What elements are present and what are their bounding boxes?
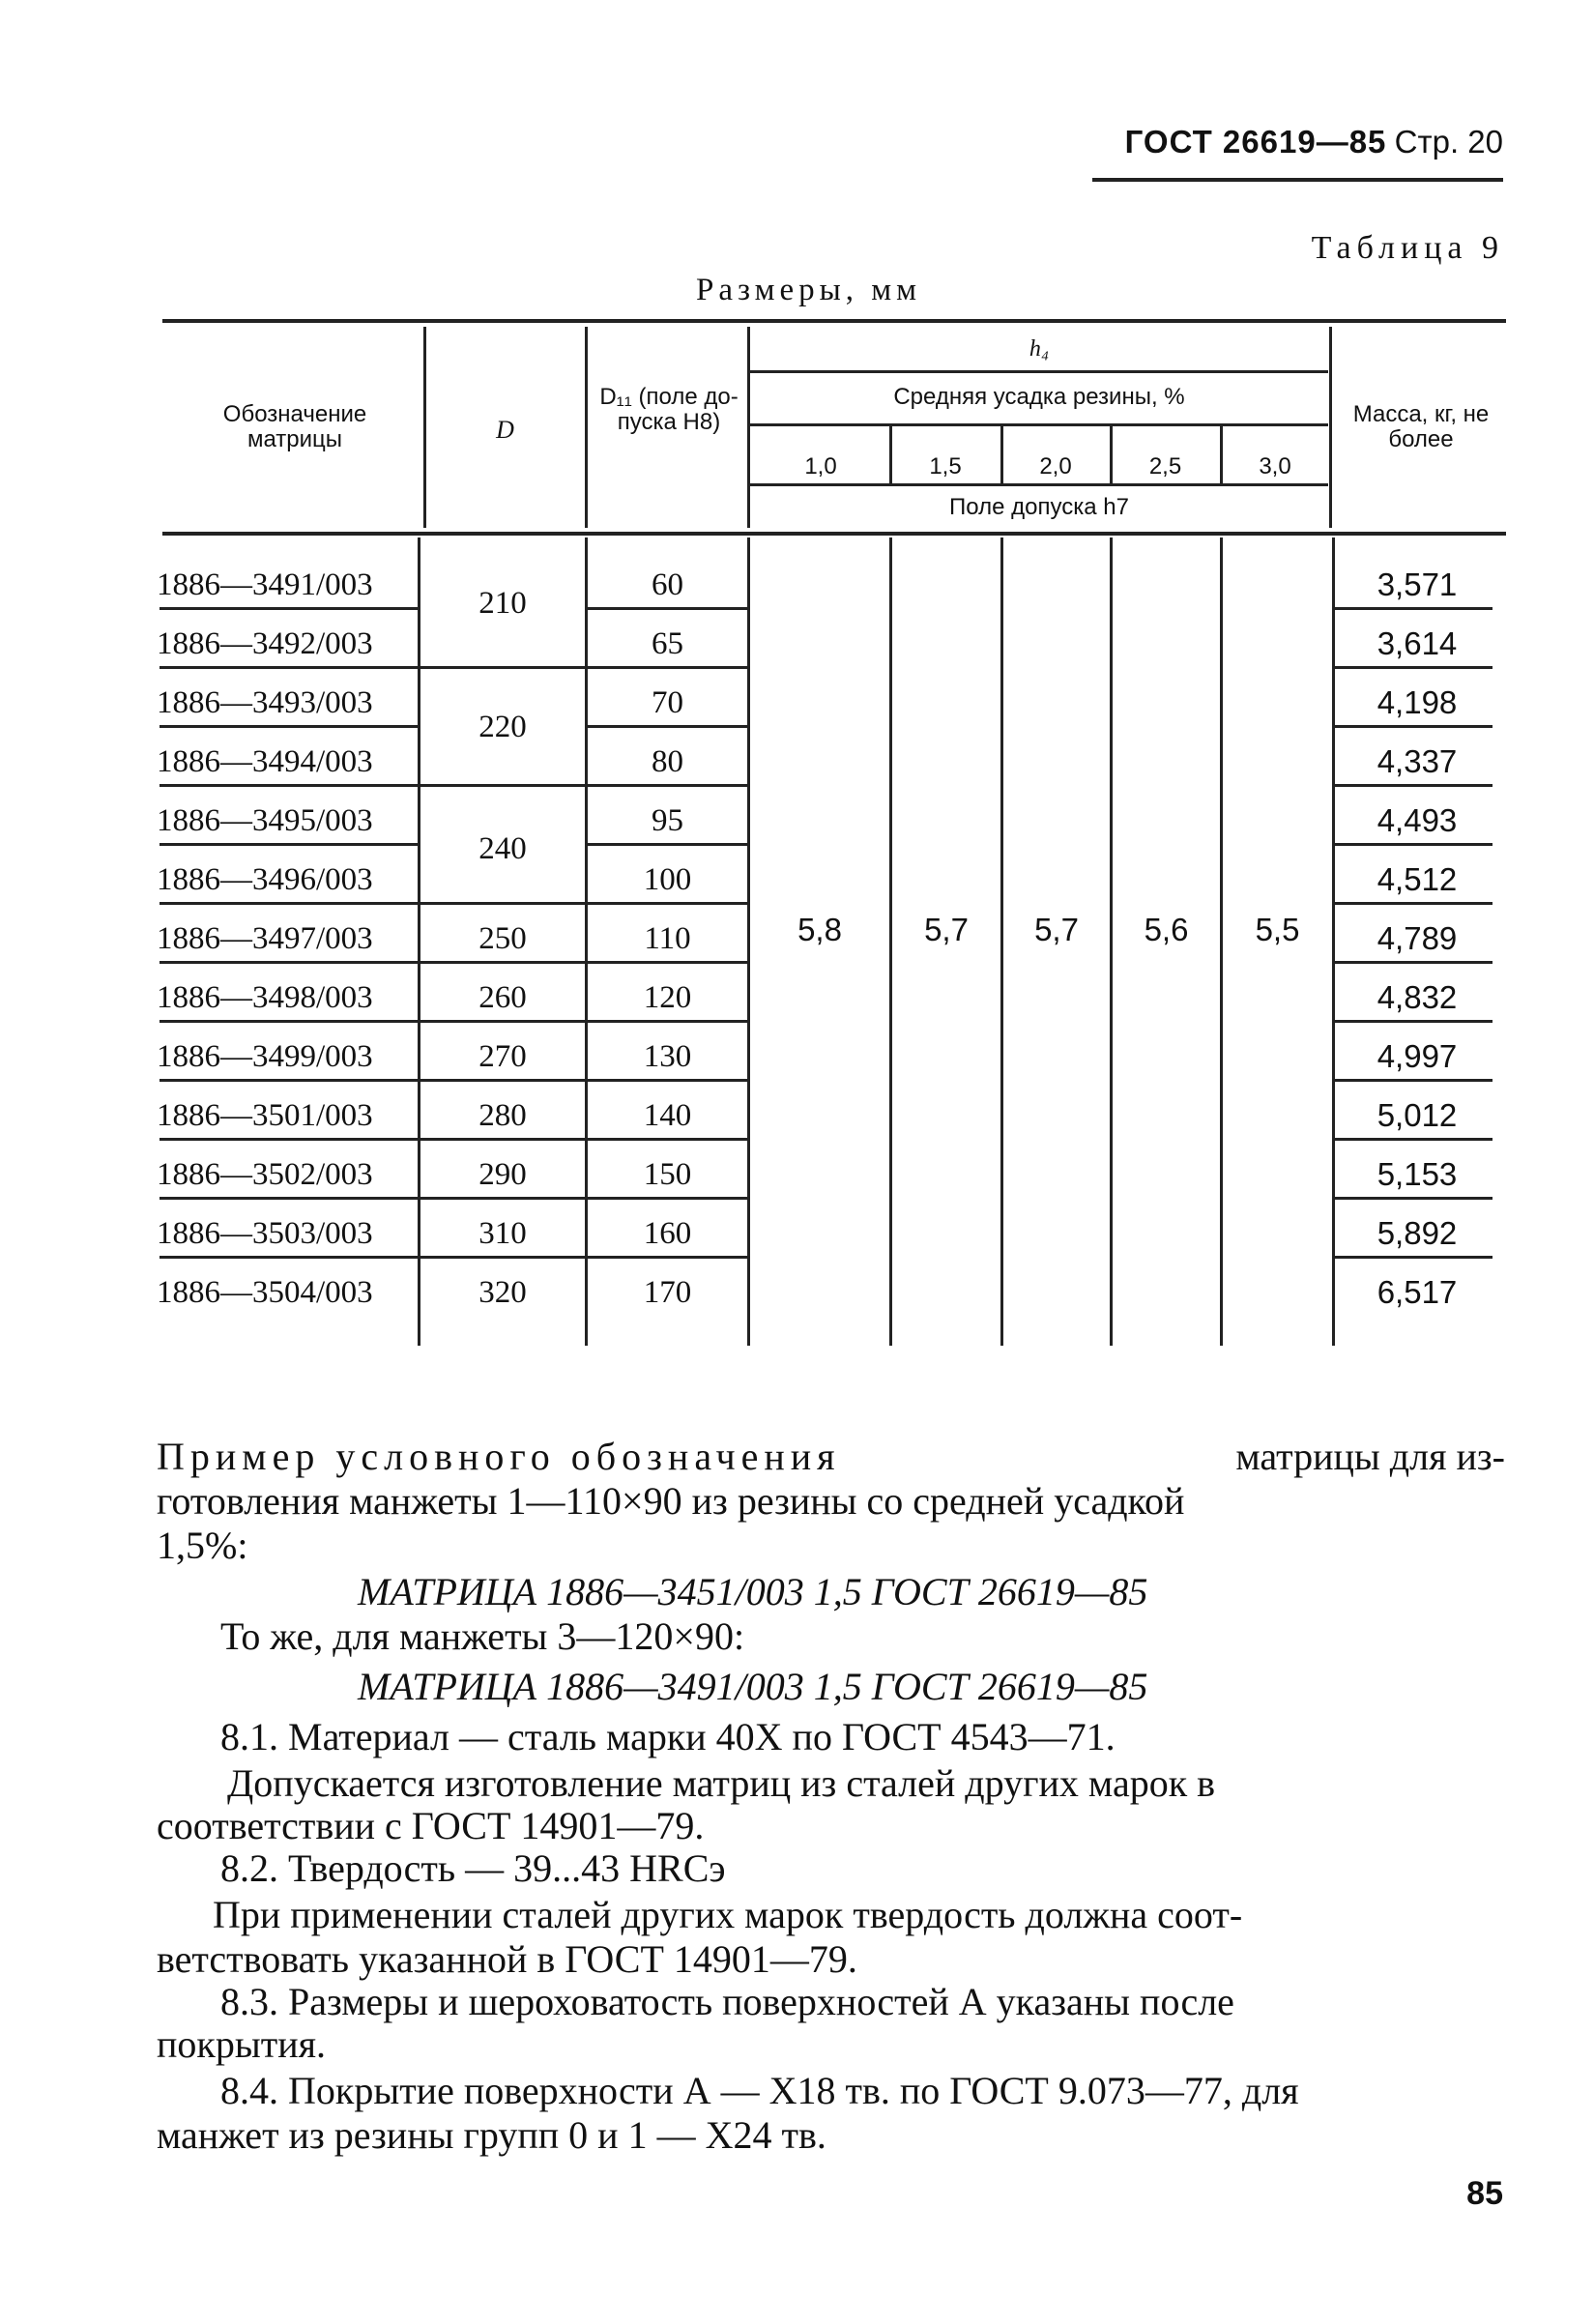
row-designation: 1886—3492/003 — [157, 626, 373, 661]
para-8-2-note-line-1: При применении сталей других марок твердость должна соот- — [213, 1893, 1243, 1936]
para-8-2-note-line-2: ветствовать указанной в ГОСТ 14901—79. — [157, 1937, 857, 1981]
cell-h4-2-0: 5,7 — [1034, 912, 1079, 947]
cell-mass: 4,337 — [1377, 743, 1458, 779]
cell-D: 260 — [478, 980, 527, 1015]
cell-h4-1-0: 5,8 — [797, 912, 842, 947]
example-code-2: МАТРИЦА 1886—3491/003 1,5 ГОСТ 26619—85 — [358, 1665, 1148, 1708]
row-designation: 1886—3499/003 — [157, 1039, 373, 1074]
cell-mass: 4,512 — [1377, 861, 1458, 897]
cell-D: 320 — [478, 1275, 527, 1310]
cell-D11: 65 — [652, 626, 683, 661]
cell-mass: 5,892 — [1377, 1215, 1458, 1251]
cell-D: 210 — [478, 586, 527, 621]
para-8-3-line-2: покрытия. — [157, 2022, 326, 2066]
header-designation: Обозначение матрицы — [222, 401, 367, 452]
example-line-3: 1,5%: — [157, 1524, 248, 1567]
example-lead: Пример условного обозначения — [157, 1435, 841, 1478]
cell-D11: 95 — [652, 803, 683, 838]
header-rule — [1092, 178, 1503, 182]
cell-D: 310 — [478, 1216, 527, 1251]
shrink-1-0: 1,0 — [804, 453, 837, 479]
cell-D: 240 — [478, 831, 527, 866]
cell-D11: 140 — [643, 1098, 692, 1133]
row-designation: 1886—3498/003 — [157, 980, 373, 1015]
row-designation: 1886—3491/003 — [157, 567, 373, 602]
cell-D: 280 — [478, 1098, 527, 1133]
cell-D11: 170 — [643, 1275, 692, 1310]
cell-mass: 5,153 — [1377, 1156, 1458, 1192]
cell-mass: 4,832 — [1377, 979, 1458, 1015]
example-line-2: готовления манжеты 1—110×90 из резины со средней усадкой — [157, 1479, 1185, 1523]
row-designation: 1886—3503/003 — [157, 1216, 373, 1251]
cell-mass: 4,997 — [1377, 1038, 1458, 1074]
cell-D: 220 — [478, 710, 527, 744]
example-line-1 — [157, 1435, 1505, 1479]
page-number: 85 — [1466, 2175, 1503, 2212]
shrink-2-5: 2,5 — [1148, 453, 1182, 479]
same-for: То же, для манжеты 3—120×90: — [220, 1614, 745, 1658]
cell-D11: 100 — [643, 862, 692, 897]
row-designation: 1886—3501/003 — [157, 1098, 373, 1133]
cell-h4-1-5: 5,7 — [924, 912, 969, 947]
cell-mass: 6,517 — [1377, 1274, 1458, 1310]
dimensions-caption: Размеры, мм — [696, 273, 922, 307]
cell-D11: 60 — [652, 567, 683, 602]
header-mass: Масса, кг, не более — [1352, 401, 1490, 452]
para-8-1-note-line-1: Допускается изготовление матриц из сталей других марок в — [227, 1761, 1216, 1805]
row-designation: 1886—3493/003 — [157, 685, 373, 720]
cell-D: 270 — [478, 1039, 527, 1074]
cell-mass: 4,789 — [1377, 920, 1458, 956]
para-8-1-note-line-2: соответствии с ГОСТ 14901—79. — [157, 1804, 705, 1847]
cell-D11: 150 — [643, 1157, 692, 1192]
cell-h4-3-0: 5,5 — [1255, 912, 1300, 947]
example-code-1: МАТРИЦА 1886—3451/003 1,5 ГОСТ 26619—85 — [358, 1570, 1148, 1613]
header-shrink: Средняя усадка резины, % — [893, 384, 1185, 410]
row-designation: 1886—3494/003 — [157, 744, 373, 779]
cell-mass: 4,493 — [1377, 802, 1458, 838]
cell-mass: 3,571 — [1377, 566, 1458, 602]
row-designation: 1886—3504/003 — [157, 1275, 373, 1310]
cell-mass: 5,012 — [1377, 1097, 1458, 1133]
para-8-2: 8.2. Твердость — 39...43 HRCэ — [220, 1846, 726, 1890]
page-header — [1092, 124, 1503, 161]
para-8-4-line-1: 8.4. Покрытие поверхности А — Х18 тв. по ГОСТ 9.073—77, для — [220, 2069, 1299, 2112]
row-designation: 1886—3497/003 — [157, 921, 373, 956]
example-rest: матрицы для из- — [1235, 1435, 1505, 1478]
para-8-4-line-2: манжет из резины групп 0 и 1 — Х24 тв. — [157, 2113, 826, 2157]
shrink-2-0: 2,0 — [1039, 453, 1072, 479]
shrink-3-0: 3,0 — [1259, 453, 1291, 479]
cell-D11: 70 — [652, 685, 683, 720]
cell-D11: 130 — [643, 1039, 692, 1074]
header-D11: D₁₁ (поле до- пуска Н8) — [599, 384, 739, 435]
cell-D: 290 — [478, 1157, 527, 1192]
header-D: D — [496, 416, 514, 444]
cell-D11: 160 — [643, 1216, 692, 1251]
header-h4: h₄ — [1029, 336, 1050, 362]
row-designation: 1886—3502/003 — [157, 1157, 373, 1192]
standard-number: ГОСТ 26619—85 — [1124, 124, 1387, 160]
table-header-rule — [162, 532, 1506, 536]
para-8-3-line-1: 8.3. Размеры и шероховатость поверхностей А указаны после — [220, 1980, 1234, 2023]
table-number: Таблица 9 — [1311, 230, 1504, 266]
header-tolerance: Поле допуска h7 — [949, 494, 1129, 520]
cell-D11: 110 — [644, 921, 691, 956]
cell-D11: 120 — [643, 980, 692, 1015]
cell-mass: 4,198 — [1377, 684, 1458, 720]
shrink-1-5: 1,5 — [929, 453, 962, 479]
page-label: Стр. 20 — [1394, 124, 1503, 160]
cell-D11: 80 — [652, 744, 683, 779]
cell-D: 250 — [478, 921, 527, 956]
row-designation: 1886—3496/003 — [157, 862, 373, 897]
cell-h4-2-5: 5,6 — [1144, 912, 1189, 947]
row-designation: 1886—3495/003 — [157, 803, 373, 838]
para-8-1: 8.1. Материал — сталь марки 40Х по ГОСТ 4543—71. — [220, 1715, 1116, 1758]
cell-mass: 3,614 — [1377, 625, 1458, 661]
table-top-rule — [162, 319, 1506, 323]
